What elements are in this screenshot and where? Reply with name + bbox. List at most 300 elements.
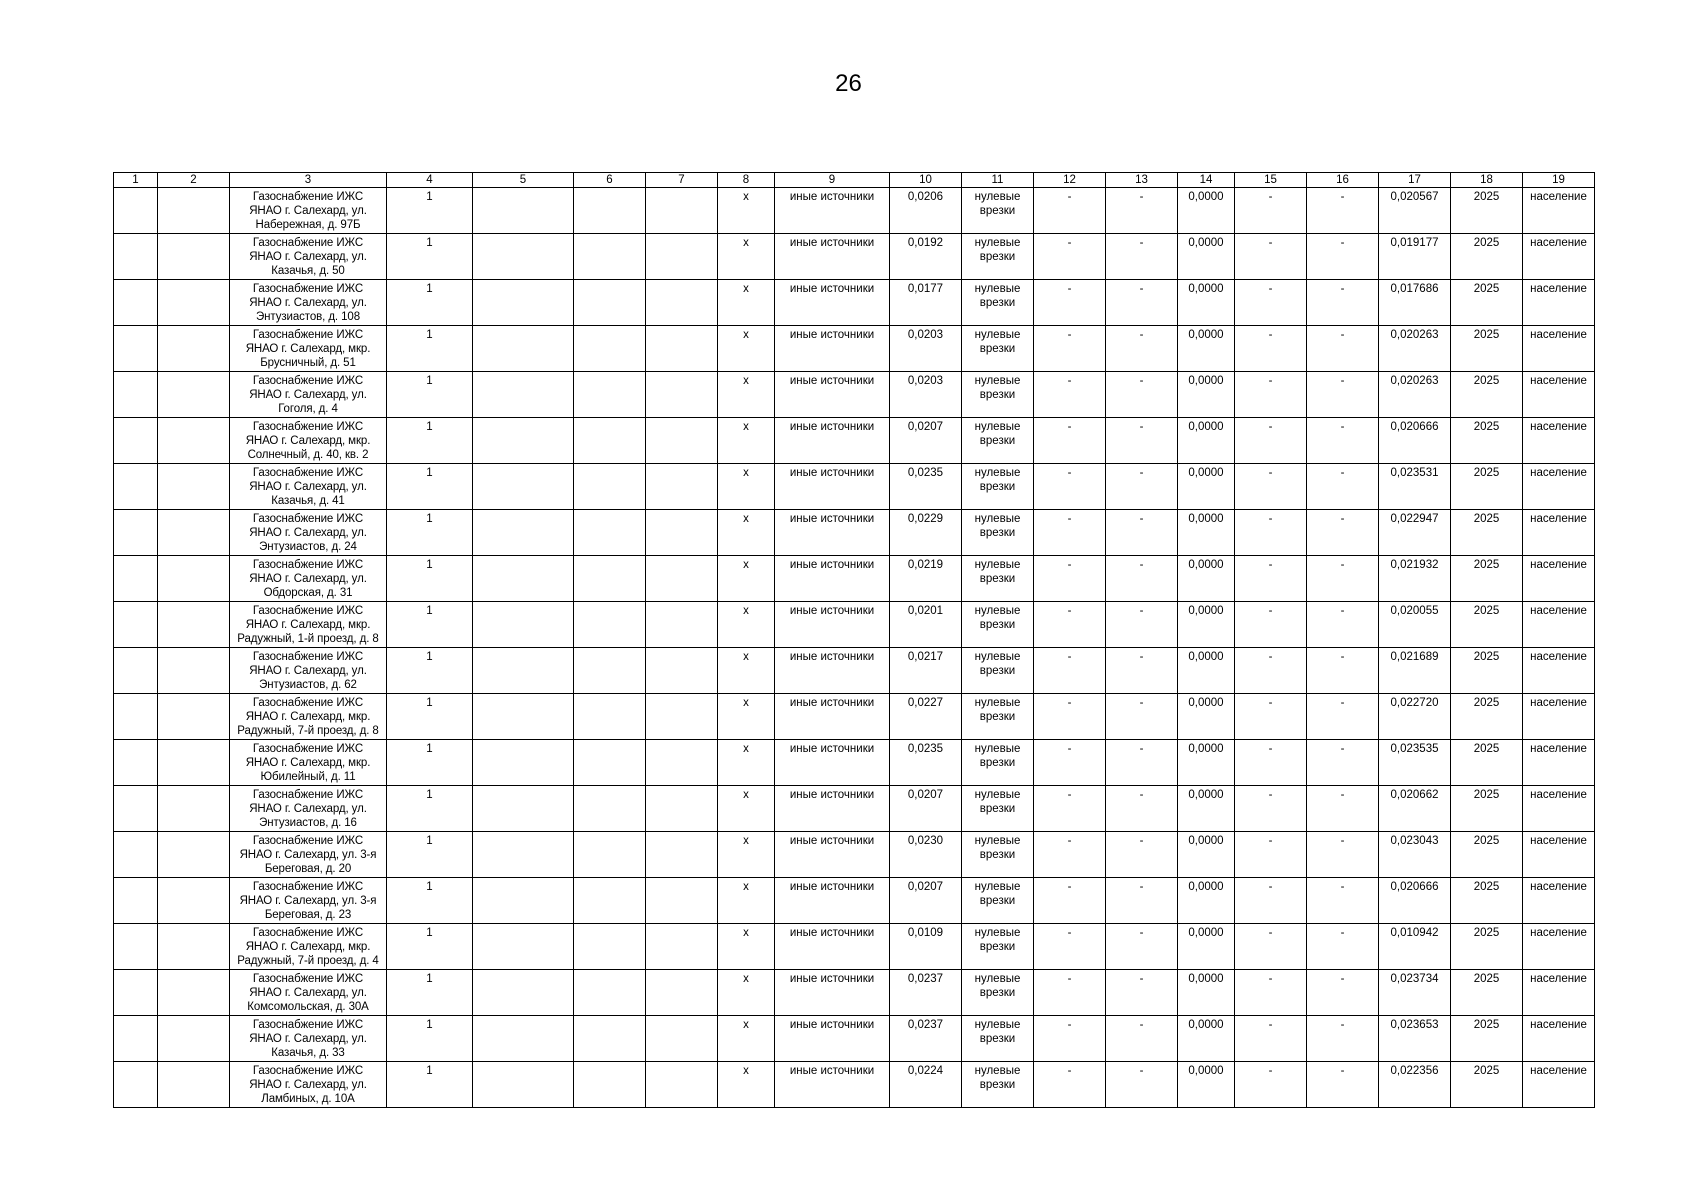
cell-c19: население — [1523, 280, 1595, 326]
cell-line: врезки — [979, 665, 1016, 677]
cell-c18: 2025 — [1451, 510, 1523, 556]
cell-c15: - — [1235, 602, 1307, 648]
cell-c18: 2025 — [1451, 602, 1523, 648]
cell-c19: население — [1523, 1016, 1595, 1062]
table-row — [114, 464, 1595, 510]
cell-c8: х — [718, 556, 775, 602]
cell-c18: 2025 — [1451, 418, 1523, 464]
cell-c1 — [114, 648, 158, 694]
cell-c5 — [473, 280, 574, 326]
cell-c8: х — [718, 786, 775, 832]
cell-line: нулевые — [974, 1019, 1021, 1031]
cell-c14: 0,0000 — [1178, 970, 1235, 1016]
cell-c6 — [574, 326, 646, 372]
cell-c14: 0,0000 — [1178, 418, 1235, 464]
cell-c15: - — [1235, 648, 1307, 694]
cell-c1 — [114, 924, 158, 970]
cell-line: врезки — [979, 849, 1016, 861]
cell-c4: 1 — [387, 924, 473, 970]
cell-line: ЯНАО г. Салехард, ул. — [249, 1079, 367, 1091]
cell-c7 — [646, 556, 718, 602]
cell-c16: - — [1307, 1016, 1379, 1062]
cell-line: врезки — [979, 895, 1016, 907]
cell-line: врезки — [979, 1033, 1016, 1045]
column-header-8: 8 — [718, 173, 775, 188]
cell-c13: - — [1106, 234, 1178, 280]
cell-line: Обдорская, д. 31 — [263, 587, 353, 599]
cell-c16: - — [1307, 1062, 1379, 1108]
cell-line: Газоснабжение ИЖС — [252, 283, 364, 295]
cell-c16: - — [1307, 188, 1379, 234]
cell-c4: 1 — [387, 694, 473, 740]
cell-c18: 2025 — [1451, 1016, 1523, 1062]
cell-c2 — [158, 740, 230, 786]
cell-c17: 0,021932 — [1379, 556, 1451, 602]
column-header-6: 6 — [574, 173, 646, 188]
cell-c7 — [646, 1062, 718, 1108]
cell-c6 — [574, 924, 646, 970]
column-header-10: 10 — [890, 173, 962, 188]
cell-c13: - — [1106, 464, 1178, 510]
cell-c17: 0,021689 — [1379, 648, 1451, 694]
cell-c12: - — [1034, 832, 1106, 878]
cell-c8: х — [718, 694, 775, 740]
cell-c6 — [574, 648, 646, 694]
cell-c17: 0,020666 — [1379, 878, 1451, 924]
cell-c2 — [158, 786, 230, 832]
cell-c11 — [962, 602, 1034, 648]
cell-line: нулевые — [974, 697, 1021, 709]
cell-line: Энтузиастов, д. 16 — [259, 817, 357, 829]
cell-c3 — [230, 832, 387, 878]
cell-c7 — [646, 234, 718, 280]
cell-line: врезки — [979, 987, 1016, 999]
cell-line: ЯНАО г. Салехард, ул. — [249, 297, 367, 309]
column-header-7: 7 — [646, 173, 718, 188]
cell-c11 — [962, 556, 1034, 602]
cell-c5 — [473, 832, 574, 878]
cell-c3 — [230, 740, 387, 786]
column-header-5: 5 — [473, 173, 574, 188]
cell-c13: - — [1106, 648, 1178, 694]
cell-c6 — [574, 464, 646, 510]
cell-c3 — [230, 1062, 387, 1108]
cell-c17: 0,020055 — [1379, 602, 1451, 648]
cell-c9: иные источники — [775, 740, 890, 786]
cell-c12: - — [1034, 372, 1106, 418]
cell-c19: население — [1523, 878, 1595, 924]
cell-c16: - — [1307, 234, 1379, 280]
cell-c15: - — [1235, 1016, 1307, 1062]
cell-c10: 0,0217 — [890, 648, 962, 694]
cell-c8: х — [718, 372, 775, 418]
cell-c1 — [114, 556, 158, 602]
cell-c4: 1 — [387, 648, 473, 694]
cell-c4: 1 — [387, 786, 473, 832]
cell-line: Газоснабжение ИЖС — [252, 513, 364, 525]
table-row — [114, 418, 1595, 464]
cell-c5 — [473, 510, 574, 556]
cell-c10: 0,0207 — [890, 878, 962, 924]
cell-c3 — [230, 648, 387, 694]
cell-c19: население — [1523, 510, 1595, 556]
cell-line: Береговая, д. 20 — [264, 863, 352, 875]
cell-line: нулевые — [974, 651, 1021, 663]
cell-line: нулевые — [974, 973, 1021, 985]
cell-c2 — [158, 280, 230, 326]
cell-line: Солнечный, д. 40, кв. 2 — [247, 449, 369, 461]
cell-c4: 1 — [387, 878, 473, 924]
cell-c13: - — [1106, 418, 1178, 464]
cell-c15: - — [1235, 372, 1307, 418]
cell-c17: 0,023531 — [1379, 464, 1451, 510]
cell-c11 — [962, 418, 1034, 464]
cell-line: врезки — [979, 205, 1016, 217]
cell-c6 — [574, 234, 646, 280]
cell-c18: 2025 — [1451, 648, 1523, 694]
cell-c4: 1 — [387, 740, 473, 786]
cell-c8: х — [718, 648, 775, 694]
cell-c7 — [646, 326, 718, 372]
table-row — [114, 280, 1595, 326]
cell-line: ЯНАО г. Салехард, ул. 3-я — [239, 849, 377, 861]
cell-c15: - — [1235, 188, 1307, 234]
cell-c14: 0,0000 — [1178, 234, 1235, 280]
cell-c11 — [962, 786, 1034, 832]
column-header-14: 14 — [1178, 173, 1235, 188]
cell-c4: 1 — [387, 188, 473, 234]
cell-c7 — [646, 786, 718, 832]
cell-c4: 1 — [387, 326, 473, 372]
cell-c11 — [962, 234, 1034, 280]
cell-c14: 0,0000 — [1178, 924, 1235, 970]
cell-line: Газоснабжение ИЖС — [252, 1065, 364, 1077]
cell-c19: население — [1523, 418, 1595, 464]
cell-c13: - — [1106, 740, 1178, 786]
cell-c7 — [646, 418, 718, 464]
cell-line: ЯНАО г. Салехард, ул. — [249, 527, 367, 539]
cell-line: ЯНАО г. Салехард, мкр. — [245, 941, 371, 953]
cell-c7 — [646, 510, 718, 556]
cell-line: Газоснабжение ИЖС — [252, 559, 364, 571]
cell-c19: население — [1523, 924, 1595, 970]
page-number: 26 — [835, 70, 862, 97]
cell-line: Газоснабжение ИЖС — [252, 421, 364, 433]
cell-c11 — [962, 878, 1034, 924]
cell-c4: 1 — [387, 1062, 473, 1108]
cell-c12: - — [1034, 740, 1106, 786]
cell-c14: 0,0000 — [1178, 832, 1235, 878]
cell-c6 — [574, 418, 646, 464]
table-row — [114, 510, 1595, 556]
cell-c11 — [962, 372, 1034, 418]
cell-c16: - — [1307, 832, 1379, 878]
cell-c10: 0,0203 — [890, 372, 962, 418]
column-header-3: 3 — [230, 173, 387, 188]
cell-c10: 0,0207 — [890, 418, 962, 464]
cell-c14: 0,0000 — [1178, 326, 1235, 372]
cell-c9: иные источники — [775, 832, 890, 878]
column-header-12: 12 — [1034, 173, 1106, 188]
cell-c9: иные источники — [775, 418, 890, 464]
cell-c17: 0,020666 — [1379, 418, 1451, 464]
cell-c5 — [473, 1062, 574, 1108]
cell-c15: - — [1235, 694, 1307, 740]
cell-line: Газоснабжение ИЖС — [252, 467, 364, 479]
cell-c14: 0,0000 — [1178, 372, 1235, 418]
cell-c4: 1 — [387, 970, 473, 1016]
cell-line: Газоснабжение ИЖС — [252, 605, 364, 617]
cell-c17: 0,023535 — [1379, 740, 1451, 786]
column-header-2: 2 — [158, 173, 230, 188]
cell-c10: 0,0237 — [890, 970, 962, 1016]
cell-c5 — [473, 740, 574, 786]
cell-c2 — [158, 372, 230, 418]
cell-c11 — [962, 188, 1034, 234]
cell-line: врезки — [979, 1079, 1016, 1091]
cell-c7 — [646, 280, 718, 326]
cell-c7 — [646, 372, 718, 418]
cell-c11 — [962, 832, 1034, 878]
cell-c7 — [646, 832, 718, 878]
table-row — [114, 188, 1595, 234]
cell-c9: иные источники — [775, 188, 890, 234]
table-row — [114, 556, 1595, 602]
cell-c10: 0,0203 — [890, 326, 962, 372]
cell-c12: - — [1034, 648, 1106, 694]
cell-c19: население — [1523, 234, 1595, 280]
table-row — [114, 602, 1595, 648]
cell-line: нулевые — [974, 375, 1021, 387]
cell-c15: - — [1235, 280, 1307, 326]
cell-line: Набережная, д. 97Б — [255, 219, 361, 231]
data-table — [113, 172, 1595, 1108]
cell-c7 — [646, 188, 718, 234]
table-row — [114, 786, 1595, 832]
cell-c10: 0,0177 — [890, 280, 962, 326]
cell-line: врезки — [979, 803, 1016, 815]
cell-c13: - — [1106, 510, 1178, 556]
cell-c19: население — [1523, 648, 1595, 694]
column-header-1: 1 — [114, 173, 158, 188]
cell-c6 — [574, 510, 646, 556]
cell-c10: 0,0201 — [890, 602, 962, 648]
cell-c2 — [158, 602, 230, 648]
cell-c18: 2025 — [1451, 464, 1523, 510]
cell-c13: - — [1106, 786, 1178, 832]
cell-c1 — [114, 510, 158, 556]
cell-c1 — [114, 234, 158, 280]
cell-c1 — [114, 970, 158, 1016]
column-header-16: 16 — [1307, 173, 1379, 188]
cell-c15: - — [1235, 1062, 1307, 1108]
column-header-19: 19 — [1523, 173, 1595, 188]
cell-c10: 0,0224 — [890, 1062, 962, 1108]
cell-c8: х — [718, 464, 775, 510]
cell-c2 — [158, 1016, 230, 1062]
cell-line: ЯНАО г. Салехард, мкр. — [245, 435, 371, 447]
cell-c4: 1 — [387, 280, 473, 326]
cell-c14: 0,0000 — [1178, 510, 1235, 556]
cell-c9: иные источники — [775, 602, 890, 648]
cell-c16: - — [1307, 326, 1379, 372]
column-header-13: 13 — [1106, 173, 1178, 188]
table-row — [114, 878, 1595, 924]
cell-c4: 1 — [387, 464, 473, 510]
cell-c18: 2025 — [1451, 786, 1523, 832]
cell-c2 — [158, 694, 230, 740]
cell-c13: - — [1106, 602, 1178, 648]
cell-c15: - — [1235, 464, 1307, 510]
cell-line: Гоголя, д. 4 — [278, 403, 338, 415]
cell-c19: население — [1523, 740, 1595, 786]
cell-line: Газоснабжение ИЖС — [252, 973, 364, 985]
cell-line: нулевые — [974, 743, 1021, 755]
cell-c19: население — [1523, 1062, 1595, 1108]
cell-c13: - — [1106, 924, 1178, 970]
cell-line: нулевые — [974, 513, 1021, 525]
cell-c8: х — [718, 234, 775, 280]
cell-c18: 2025 — [1451, 1062, 1523, 1108]
cell-c2 — [158, 924, 230, 970]
cell-c7 — [646, 878, 718, 924]
cell-line: нулевые — [974, 329, 1021, 341]
cell-line: Газоснабжение ИЖС — [252, 835, 364, 847]
cell-c12: - — [1034, 1062, 1106, 1108]
cell-c16: - — [1307, 924, 1379, 970]
cell-c10: 0,0109 — [890, 924, 962, 970]
cell-line: нулевые — [974, 559, 1021, 571]
cell-c8: х — [718, 970, 775, 1016]
cell-c3 — [230, 556, 387, 602]
cell-c2 — [158, 556, 230, 602]
cell-c17: 0,022720 — [1379, 694, 1451, 740]
cell-c3 — [230, 280, 387, 326]
cell-c14: 0,0000 — [1178, 786, 1235, 832]
cell-c6 — [574, 832, 646, 878]
cell-c3 — [230, 878, 387, 924]
cell-c17: 0,019177 — [1379, 234, 1451, 280]
cell-c2 — [158, 418, 230, 464]
cell-c2 — [158, 648, 230, 694]
cell-line: Газоснабжение ИЖС — [252, 789, 364, 801]
cell-line: врезки — [979, 389, 1016, 401]
cell-line: нулевые — [974, 237, 1021, 249]
cell-c16: - — [1307, 418, 1379, 464]
cell-line: нулевые — [974, 421, 1021, 433]
cell-c3 — [230, 694, 387, 740]
cell-c4: 1 — [387, 832, 473, 878]
cell-c16: - — [1307, 372, 1379, 418]
cell-c5 — [473, 1016, 574, 1062]
table-row — [114, 694, 1595, 740]
cell-line: нулевые — [974, 283, 1021, 295]
cell-c11 — [962, 326, 1034, 372]
cell-c6 — [574, 280, 646, 326]
cell-c1 — [114, 418, 158, 464]
cell-c17: 0,020263 — [1379, 372, 1451, 418]
cell-c18: 2025 — [1451, 556, 1523, 602]
cell-c18: 2025 — [1451, 372, 1523, 418]
cell-c5 — [473, 234, 574, 280]
cell-c13: - — [1106, 556, 1178, 602]
cell-c6 — [574, 1062, 646, 1108]
cell-line: врезки — [979, 711, 1016, 723]
cell-c14: 0,0000 — [1178, 556, 1235, 602]
cell-line: Газоснабжение ИЖС — [252, 697, 364, 709]
cell-line: Газоснабжение ИЖС — [252, 881, 364, 893]
cell-c18: 2025 — [1451, 280, 1523, 326]
cell-c4: 1 — [387, 418, 473, 464]
cell-c16: - — [1307, 970, 1379, 1016]
cell-line: ЯНАО г. Салехард, ул. — [249, 205, 367, 217]
cell-c6 — [574, 786, 646, 832]
header-row — [114, 173, 1595, 188]
cell-line: нулевые — [974, 789, 1021, 801]
cell-c15: - — [1235, 786, 1307, 832]
cell-c6 — [574, 694, 646, 740]
cell-c18: 2025 — [1451, 326, 1523, 372]
cell-c18: 2025 — [1451, 924, 1523, 970]
cell-c15: - — [1235, 418, 1307, 464]
cell-c4: 1 — [387, 556, 473, 602]
column-header-11: 11 — [962, 173, 1034, 188]
cell-c5 — [473, 556, 574, 602]
column-header-9: 9 — [775, 173, 890, 188]
cell-c4: 1 — [387, 1016, 473, 1062]
cell-c12: - — [1034, 418, 1106, 464]
cell-c19: население — [1523, 602, 1595, 648]
cell-line: ЯНАО г. Салехард, ул. — [249, 665, 367, 677]
cell-c7 — [646, 970, 718, 1016]
cell-c19: население — [1523, 970, 1595, 1016]
cell-line: врезки — [979, 527, 1016, 539]
cell-c3 — [230, 924, 387, 970]
cell-line: врезки — [979, 297, 1016, 309]
cell-c16: - — [1307, 740, 1379, 786]
cell-c9: иные источники — [775, 326, 890, 372]
cell-c3 — [230, 1016, 387, 1062]
cell-c8: х — [718, 924, 775, 970]
cell-c6 — [574, 970, 646, 1016]
cell-c13: - — [1106, 188, 1178, 234]
cell-c11 — [962, 924, 1034, 970]
cell-line: врезки — [979, 435, 1016, 447]
cell-c9: иные источники — [775, 372, 890, 418]
cell-c17: 0,020567 — [1379, 188, 1451, 234]
cell-c1 — [114, 326, 158, 372]
cell-line: ЯНАО г. Салехард, ул. — [249, 1033, 367, 1045]
cell-c15: - — [1235, 326, 1307, 372]
cell-c9: иные источники — [775, 878, 890, 924]
cell-line: врезки — [979, 481, 1016, 493]
cell-c1 — [114, 832, 158, 878]
cell-c3 — [230, 326, 387, 372]
cell-c10: 0,0219 — [890, 556, 962, 602]
cell-c11 — [962, 464, 1034, 510]
cell-line: Юбилейный, д. 11 — [260, 771, 356, 783]
cell-line: Газоснабжение ИЖС — [252, 743, 364, 755]
cell-c11 — [962, 280, 1034, 326]
cell-c16: - — [1307, 464, 1379, 510]
cell-line: нулевые — [974, 1065, 1021, 1077]
cell-c3 — [230, 464, 387, 510]
cell-c17: 0,022356 — [1379, 1062, 1451, 1108]
cell-c2 — [158, 878, 230, 924]
table-row — [114, 648, 1595, 694]
cell-c13: - — [1106, 970, 1178, 1016]
cell-line: врезки — [979, 619, 1016, 631]
